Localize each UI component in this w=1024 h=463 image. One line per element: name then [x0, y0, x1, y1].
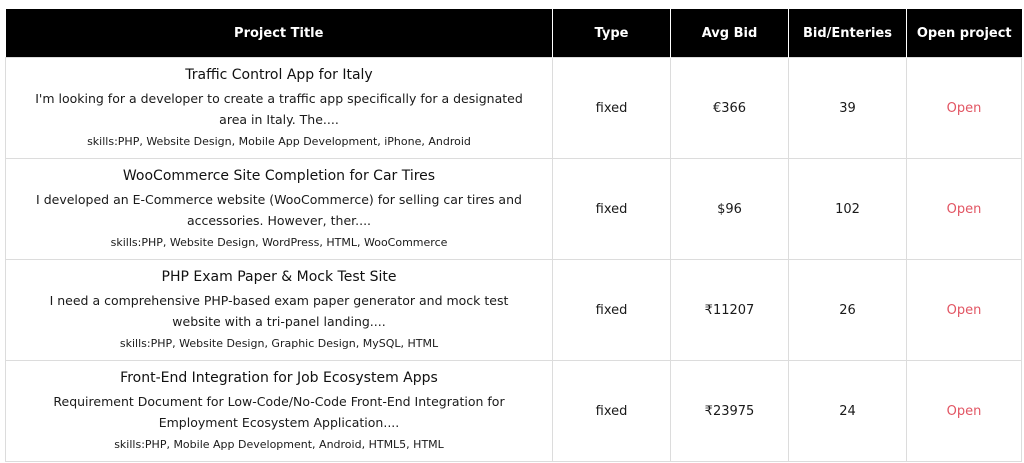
project-entries: 26 [789, 260, 907, 361]
project-skills: skills:PHP, Website Design, Mobile App Development, iPhone, Android [87, 135, 471, 148]
table-header [6, 9, 1022, 58]
open-cell [907, 58, 1022, 159]
open-cell [907, 361, 1022, 462]
header-row [6, 9, 1022, 58]
project-description: I developed an E-Commerce website (WooCommerce) for selling car tires and accessories. However, ther.... [36, 192, 522, 228]
table-row [6, 58, 1022, 159]
open-project-link[interactable]: Open [946, 201, 982, 217]
project-type: fixed [553, 58, 671, 159]
project-entries: 24 [789, 361, 907, 462]
table-row [6, 159, 1022, 260]
header-open-project: Open project [907, 9, 1022, 58]
project-cell [6, 361, 553, 462]
project-avg-bid: ₹11207 [671, 260, 789, 361]
project-cell [6, 260, 553, 361]
project-skills: skills:PHP, Mobile App Development, Android, HTML5, HTML [114, 438, 444, 451]
project-type: fixed [553, 361, 671, 462]
project-title: Traffic Control App for Italy [185, 67, 373, 83]
table-body [6, 58, 1022, 462]
project-description: I need a comprehensive PHP-based exam paper generator and mock test website with a tri-panel landing.... [49, 293, 509, 329]
project-skills: skills:PHP, Website Design, Graphic Design, MySQL, HTML [119, 337, 439, 350]
header-type: Type [553, 9, 671, 58]
header-project-title: Project Title [6, 9, 553, 58]
project-avg-bid: ₹23975 [671, 361, 789, 462]
projects-table [5, 9, 1022, 462]
project-entries: 102 [789, 159, 907, 260]
project-title: PHP Exam Paper & Mock Test Site [161, 269, 397, 285]
open-cell [907, 159, 1022, 260]
projects-table-container [5, 9, 1021, 462]
project-avg-bid: $96 [671, 159, 789, 260]
project-avg-bid: €366 [671, 58, 789, 159]
open-project-link[interactable]: Open [946, 403, 982, 419]
header-bid-entries: Bid/Enteries [789, 9, 907, 58]
table-row [6, 361, 1022, 462]
project-title: Front-End Integration for Job Ecosystem Apps [120, 370, 438, 386]
project-description: I'm looking for a developer to create a traffic app specifically for a designated area in Italy. The.... [35, 91, 523, 127]
open-project-link[interactable]: Open [946, 302, 982, 318]
project-entries: 39 [789, 58, 907, 159]
project-title: WooCommerce Site Completion for Car Tires [122, 168, 436, 184]
open-cell [907, 260, 1022, 361]
table-row [6, 260, 1022, 361]
open-project-link[interactable]: Open [946, 100, 982, 116]
project-skills: skills:PHP, Website Design, WordPress, HTML, WooCommerce [110, 236, 448, 249]
project-cell [6, 58, 553, 159]
project-type: fixed [553, 159, 671, 260]
project-cell [6, 159, 553, 260]
project-description: Requirement Document for Low-Code/No-Code Front-End Integration for Employment Ecosystem Application.... [53, 394, 505, 430]
project-type: fixed [553, 260, 671, 361]
header-avg-bid: Avg Bid [671, 9, 789, 58]
